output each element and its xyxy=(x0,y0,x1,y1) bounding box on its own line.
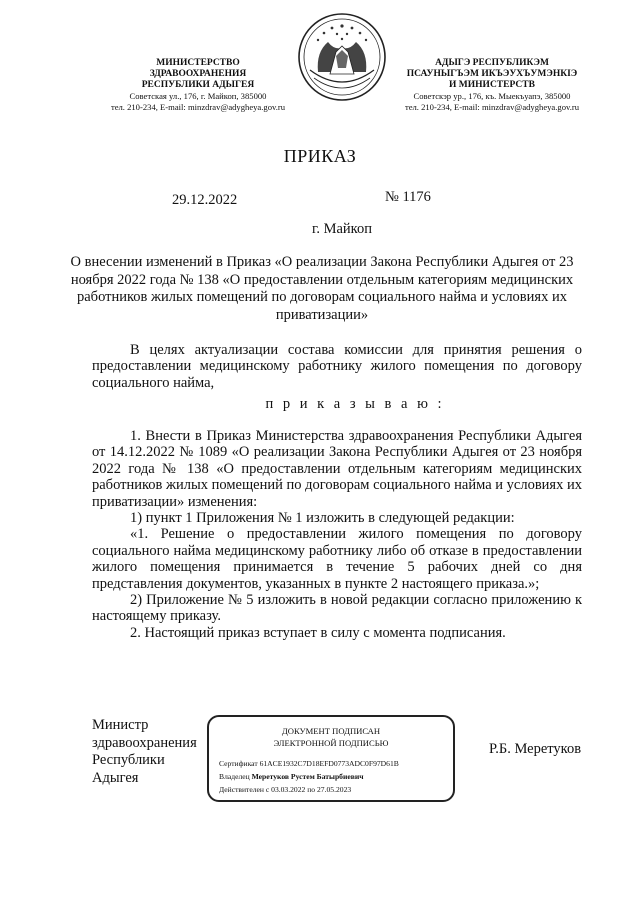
header-right-contacts: тел. 210-234, E-mail: minzdrav@adygheya.gov.ru xyxy=(404,102,580,112)
stamp-valid-to: 27.05.2023 xyxy=(317,785,352,794)
signatory-title xyxy=(92,717,197,787)
stamp-valid-to-label: по xyxy=(307,785,316,794)
header-left-line2: ЗДРАВООХРАНЕНИЯ xyxy=(149,69,247,79)
header-right-line3: И МИНИСТЕРСТВ xyxy=(449,80,535,90)
order-paragraph-1: 1. Внести в Приказ Министерства здравоохранения Республики Адыгея от 14.12.2022 № 1089 «О реализации Закона Республики Адыгея от 23 ноября 2022 года № 138 «О предоставлении отдельным категориям медицинских работников жилых помещений по договорам социального найма и условиях их приватизации» изменения: xyxy=(92,428,582,510)
ministry-header-adyghe xyxy=(372,58,612,113)
header-left-line1: МИНИСТЕРСТВО xyxy=(156,58,240,68)
stamp-valid-label: Действителен с xyxy=(219,785,270,794)
stamp-certificate-value: 61ACE1932C7D18EFD0773ADC0F97D61B xyxy=(259,759,399,768)
stamp-line1: ДОКУМЕНТ ПОДПИСАН xyxy=(281,726,381,736)
header-right-address: Советскэр ур., 176, къ. Мыекъуапэ, 385000 xyxy=(413,91,571,101)
order-date: 29.12.2022 xyxy=(172,192,238,208)
ministry-header-russian xyxy=(78,58,318,113)
order-city: г. Майкоп xyxy=(312,221,372,237)
signatory-name: Р.Б. Меретуков xyxy=(489,741,582,757)
order-word: п р и к а з ы в а ю : xyxy=(265,396,445,412)
stamp-certificate xyxy=(219,759,399,768)
stamp-owner-label: Владелец xyxy=(219,772,250,781)
preamble-text: В целях актуализации состава комиссии для принятия решения о предоставлении медицинскому работнику жилого помещения по договору социального найма, xyxy=(92,342,582,391)
header-right-line2: ПСАУНЫГЪЭМ ИКЪЭУХЪУМЭНКIЭ xyxy=(406,69,578,79)
header-left-address: Советская ул., 176, г. Майкоп, 385000 xyxy=(129,91,267,101)
order-subject: О внесении изменений в Приказ «О реализации Закона Республики Адыгея от 23 ноября 2022 года № 138 «О предоставлении отдельным категориям медицинских работников жилых помещений по договорам социального найма и условиях их приватизации» xyxy=(70,254,574,323)
preamble xyxy=(92,342,582,391)
stamp-valid-from: 03.03.2022 xyxy=(271,785,306,794)
order-items xyxy=(92,428,582,641)
header-right-line1: АДЫГЭ РЕСПУБЛИКЭМ xyxy=(435,58,549,68)
stamp-owner-value: Меретуков Рустем Батырбиевич xyxy=(251,772,364,781)
electronic-signature-stamp xyxy=(207,715,455,802)
order-number: № 1176 xyxy=(385,189,431,205)
signatory-title-line2: здравоохранения xyxy=(92,734,197,751)
signatory-title-line3: Республики xyxy=(92,752,165,768)
order-paragraph-5: 2. Настоящий приказ вступает в силу с момента подписания. xyxy=(130,624,506,641)
order-paragraph-2: 1) пункт 1 Приложения № 1 изложить в следующей редакции: xyxy=(130,510,515,527)
order-paragraph-3: «1. Решение о предоставлении жилого помещения по договору социального найма медицинскому работнику либо об отказе в предоставлении жилого помещения принимается в течение 5 рабочих дней со дня представления документов, указанных в пункте 2 настоящего приказа.»; xyxy=(92,526,582,592)
stamp-line2: ЭЛЕКТРОННОЙ ПОДПИСЬЮ xyxy=(273,738,389,748)
stamp-owner xyxy=(219,772,363,781)
stamp-validity xyxy=(219,785,351,794)
stamp-certificate-label: Сертификат xyxy=(219,759,258,768)
signatory-title-line1: Министр xyxy=(92,717,149,733)
header-left-line3: РЕСПУБЛИКИ АДЫГЕЯ xyxy=(141,80,255,90)
document-title: ПРИКАЗ xyxy=(283,146,357,166)
order-paragraph-4: 2) Приложение № 5 изложить в новой редакции согласно приложению к настоящему приказу. xyxy=(92,592,582,625)
signatory-title-line4: Адыгея xyxy=(92,769,139,786)
header-left-contacts: тел. 210-234, E-mail: minzdrav@adygheya.gov.ru xyxy=(110,102,286,112)
